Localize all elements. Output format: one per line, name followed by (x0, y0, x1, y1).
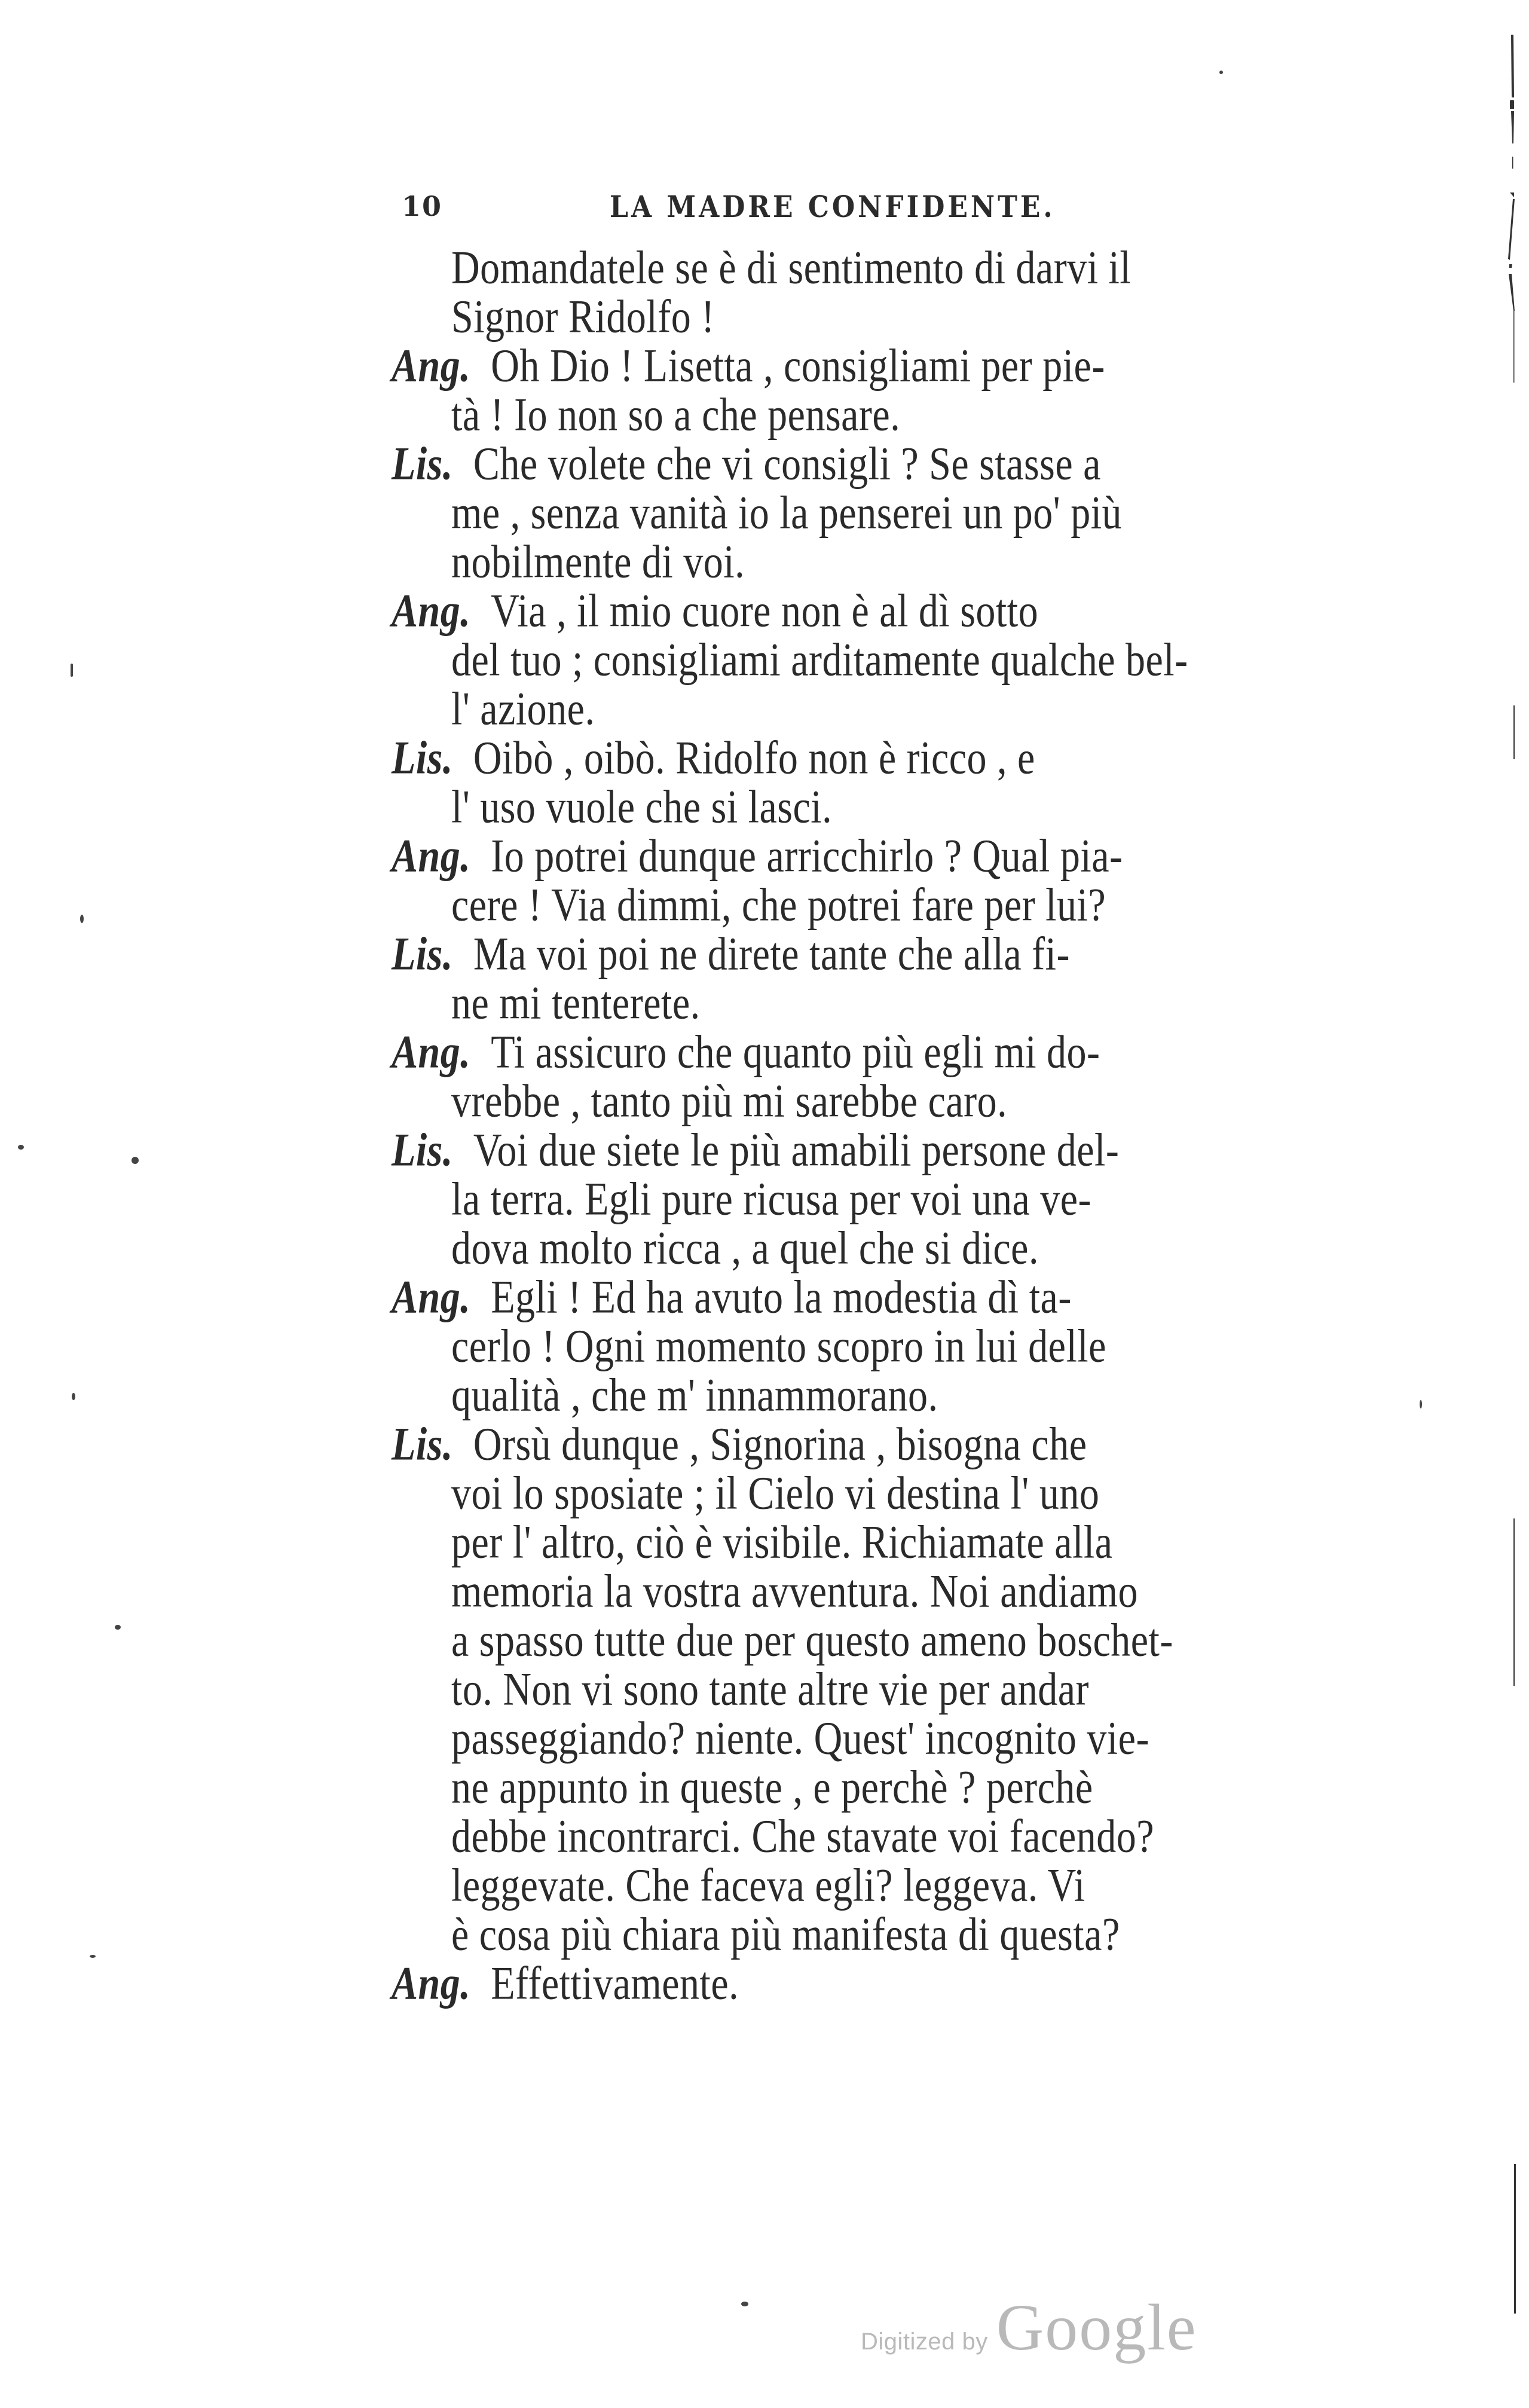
text-line: Ang. Ti assicuro che quanto più egli mi do- (392, 1026, 1100, 1078)
text-line: Ang. Egli ! Ed ha avuto la modestia dì ta- (392, 1272, 1072, 1324)
scan-speck (1420, 1400, 1422, 1408)
text-line: Ang. Oh Dio ! Lisetta , consigliami per pie- (392, 340, 1105, 392)
text-line: Lis. Che volete che vi consigli ? Se stasse a (392, 438, 1101, 490)
text-line: Lis. Orsù dunque , Signorina , bisogna che (392, 1419, 1087, 1471)
text-line: Ang. Effettivamente. (392, 1958, 739, 2010)
text-line: è cosa più chiara più manifesta di questa? (451, 1909, 1120, 1961)
speaker-label: Lis. (392, 1419, 453, 1471)
text-line: qualità , che m' innammorano. (451, 1370, 938, 1422)
text-line: Ang. Io potrei dunque arricchirlo ? Qual pia- (392, 830, 1123, 882)
text-line: debbe incontrarci. Che stavate voi facendo? (451, 1811, 1154, 1863)
text-line: cerlo ! Ogni momento scopro in lui delle (451, 1321, 1106, 1373)
text-line: memoria la vostra avventura. Noi andiamo (451, 1566, 1138, 1618)
book-title: LA MADRE CONFIDENTE. (610, 190, 1056, 225)
running-head (402, 190, 1382, 232)
page-edge-line (1494, 0, 1518, 2408)
speaker-label: Ang. (392, 1958, 471, 2010)
speaker-label: Lis. (392, 732, 453, 784)
google-wordmark: Google (996, 2291, 1197, 2364)
text-line: cere ! Via dimmi, che potrei fare per lui? (451, 879, 1106, 931)
text-line: Domandatele se è di sentimento di darvi il (451, 242, 1132, 294)
speaker-label: Lis. (392, 928, 453, 980)
digitized-label: Digitized by (861, 2328, 988, 2355)
speaker-label: Ang. (392, 1026, 471, 1078)
scan-speck (115, 1625, 121, 1630)
text-line: l' azione. (451, 683, 595, 735)
speaker-label: Ang. (392, 340, 471, 392)
scan-speck (1219, 71, 1223, 74)
speaker-label: Lis. (392, 438, 453, 490)
scan-speck (132, 1157, 139, 1164)
page-number: 10 (402, 190, 443, 222)
text-line: del tuo ; consigliami arditamente qualche bel- (451, 634, 1188, 686)
text-line: l' uso vuole che si lasci. (451, 781, 833, 833)
text-line: Lis. Ma voi poi ne direte tante che alla fi- (392, 928, 1070, 980)
text-line: per l' altro, ciò è visibile. Richiamate alla (451, 1517, 1113, 1569)
text-line: Lis. Oibò , oibò. Ridolfo non è ricco , e (392, 732, 1035, 784)
text-line: Lis. Voi due siete le più amabili persone del- (392, 1124, 1120, 1177)
scan-speck (90, 1955, 96, 1958)
speaker-label: Ang. (392, 585, 471, 637)
speaker-label: Lis. (392, 1124, 453, 1177)
text-line: passeggiando? niente. Quest' incognito vie- (451, 1713, 1149, 1765)
scan-speck (72, 1393, 75, 1400)
text-line: la terra. Egli pure ricusa per voi una ve- (451, 1174, 1092, 1226)
scan-speck (18, 1145, 24, 1150)
scan-speck (71, 664, 73, 677)
text-line: me , senza vanità io la penserei un po' più (451, 487, 1123, 539)
text-line: nobilmente di voi. (451, 536, 745, 588)
text-line: ne appunto in queste , e perchè ? perchè (451, 1762, 1093, 1814)
text-line: vrebbe , tanto più mi sarebbe caro. (451, 1075, 1008, 1127)
text-line: tà ! Io non so a che pensare. (451, 389, 901, 441)
scan-speck (80, 915, 84, 923)
speaker-label: Ang. (392, 830, 471, 882)
text-line: ne mi tenterete. (451, 977, 701, 1029)
speaker-label: Ang. (392, 1272, 471, 1324)
text-line: Signor Ridolfo ! (451, 291, 715, 343)
digitized-by-google-watermark (861, 2290, 1197, 2366)
text-line: voi lo sposiate ; il Cielo vi destina l' uno (451, 1468, 1100, 1520)
text-line: dova molto ricca , a quel che si dice. (451, 1223, 1039, 1275)
text-line: leggevate. Che faceva egli? leggeva. Vi (451, 1860, 1085, 1912)
text-line: to. Non vi sono tante altre vie per andar (451, 1664, 1089, 1716)
scan-speck (741, 2302, 748, 2306)
text-line: Ang. Via , il mio cuore non è al dì sotto (392, 585, 1039, 637)
text-line: a spasso tutte due per questo ameno boschet- (451, 1615, 1173, 1667)
